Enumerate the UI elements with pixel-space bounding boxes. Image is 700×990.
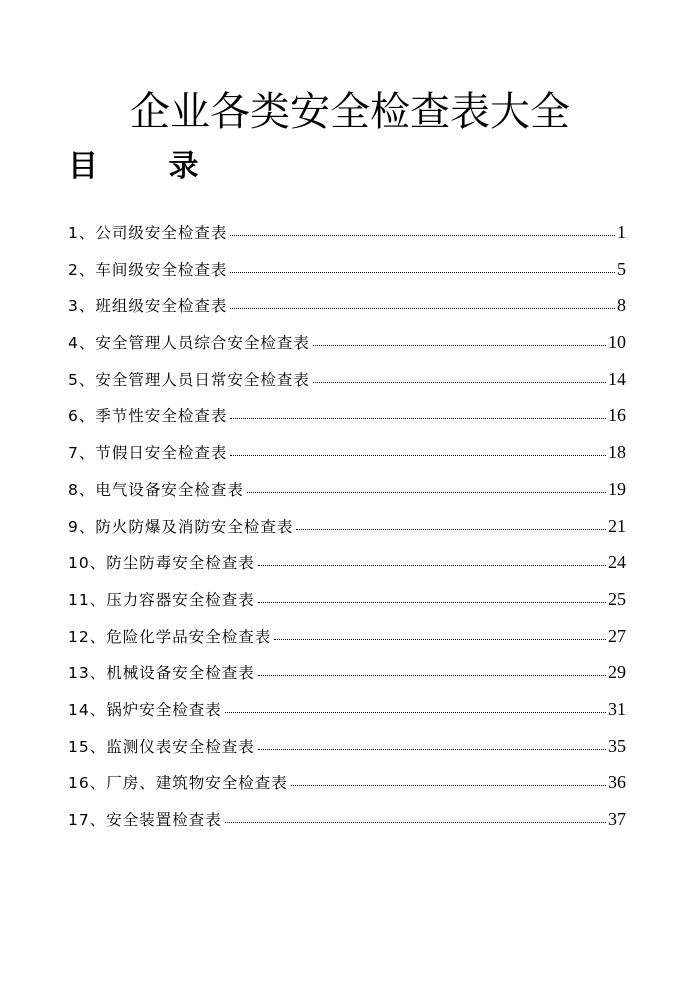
toc-entry-page: 18	[608, 442, 626, 463]
toc-leader-dots	[230, 418, 606, 419]
toc-entry-label: 4、安全管理人员综合安全检查表	[68, 334, 310, 353]
toc-entry[interactable]	[68, 658, 626, 695]
toc-entry-label: 15、监测仪表安全检查表	[68, 737, 255, 756]
toc-entry[interactable]	[68, 622, 626, 659]
toc-leader-dots	[258, 565, 606, 566]
toc-entry-page: 31	[608, 698, 626, 719]
toc-leader-dots	[258, 749, 606, 750]
toc-entry-page: 35	[608, 735, 626, 756]
toc-entry-label: 11、压力容器安全检查表	[68, 590, 255, 609]
toc-entry-label: 12、危险化学品安全检查表	[68, 627, 272, 646]
toc-entry-page: 21	[608, 515, 626, 536]
toc-entry-label: 13、机械设备安全检查表	[68, 664, 255, 683]
toc-entry-label: 3、班组级安全检查表	[68, 297, 228, 316]
toc-entry-label: 2、车间级安全检查表	[68, 260, 228, 279]
toc-entry[interactable]	[68, 475, 626, 512]
toc-entry-page: 8	[617, 295, 626, 316]
toc-entry-label: 7、节假日安全检查表	[68, 444, 228, 463]
toc-entry-page: 14	[608, 368, 626, 389]
toc-entry[interactable]	[68, 805, 626, 842]
toc-leader-dots	[313, 382, 606, 383]
table-of-contents	[68, 218, 626, 842]
toc-entry[interactable]	[68, 291, 626, 328]
toc-entry-page: 10	[608, 332, 626, 353]
toc-leader-dots	[230, 272, 615, 273]
toc-entry-label: 8、电气设备安全检查表	[68, 480, 244, 499]
toc-entry-label: 17、安全装置检查表	[68, 811, 222, 829]
toc-leader-dots	[258, 602, 606, 603]
toc-heading: 目 录	[68, 149, 229, 184]
toc-leader-dots	[230, 235, 615, 236]
toc-entry-page: 27	[608, 625, 626, 646]
toc-entry-label: 10、防尘防毒安全检查表	[68, 554, 255, 573]
toc-entry[interactable]	[68, 328, 626, 365]
toc-entry-page: 36	[608, 772, 626, 793]
toc-entry-page: 16	[608, 405, 626, 426]
toc-entry[interactable]	[68, 585, 626, 622]
toc-leader-dots	[247, 492, 606, 493]
toc-entry[interactable]	[68, 255, 626, 292]
toc-entry[interactable]	[68, 768, 626, 805]
toc-entry-page: 19	[608, 478, 626, 499]
toc-entry[interactable]	[68, 512, 626, 549]
toc-entry[interactable]	[68, 365, 626, 402]
toc-entry-label: 9、防火防爆及消防安全检查表	[68, 517, 294, 536]
toc-entry-label: 14、锅炉安全检查表	[68, 700, 222, 719]
toc-entry-label: 1、公司级安全检查表	[68, 224, 228, 242]
toc-entry-page: 24	[608, 552, 626, 573]
toc-entry[interactable]	[68, 695, 626, 732]
toc-entry[interactable]	[68, 401, 626, 438]
toc-entry-page: 5	[617, 258, 626, 279]
toc-leader-dots	[291, 785, 606, 786]
toc-leader-dots	[225, 712, 606, 713]
toc-entry-page: 25	[608, 588, 626, 609]
toc-entry-label: 16、厂房、建筑物安全检查表	[68, 774, 288, 793]
toc-entry[interactable]	[68, 732, 626, 769]
toc-leader-dots	[230, 308, 615, 309]
toc-entry[interactable]	[68, 218, 626, 255]
toc-entry-label: 6、季节性安全检查表	[68, 407, 228, 426]
toc-entry-page: 1	[617, 222, 626, 242]
toc-leader-dots	[258, 675, 606, 676]
toc-entry[interactable]	[68, 438, 626, 475]
toc-leader-dots	[274, 639, 606, 640]
toc-leader-dots	[230, 455, 606, 456]
toc-entry-page: 37	[608, 809, 626, 829]
toc-leader-dots	[296, 529, 606, 530]
document-title: 企业各类安全检查表大全	[130, 89, 570, 135]
toc-entry-page: 29	[608, 662, 626, 683]
toc-entry[interactable]	[68, 548, 626, 585]
toc-entry-label: 5、安全管理人员日常安全检查表	[68, 370, 310, 389]
toc-leader-dots	[225, 822, 606, 823]
toc-leader-dots	[313, 345, 606, 346]
